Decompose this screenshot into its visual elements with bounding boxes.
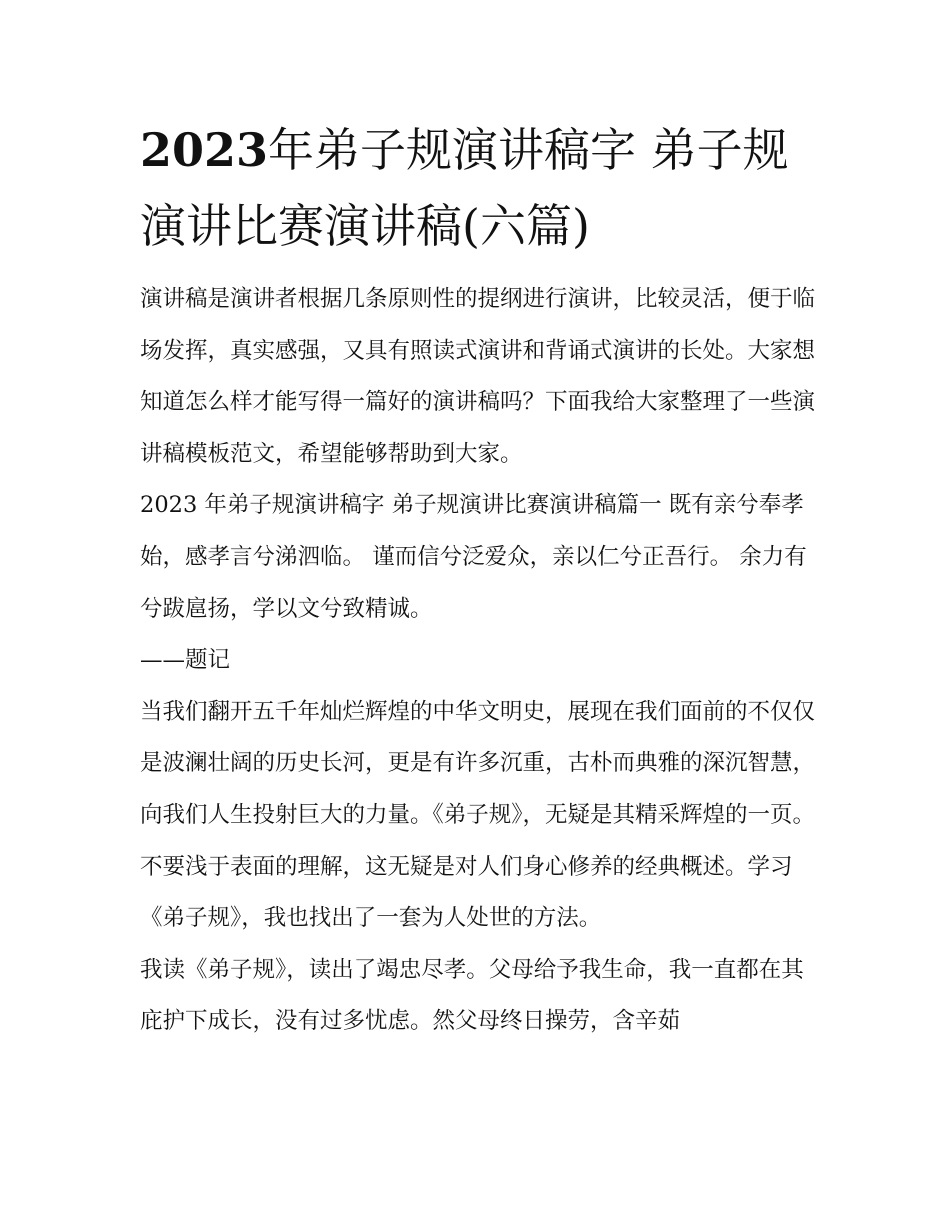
paragraph-body-3: 我读《弟子规》，读出了竭忠尽孝。父母给予我生命，我一直都在其庇护下成长，没有过多忧虑。然父母终日操劳，含辛茹 [140,956,804,1035]
document-title [140,112,820,264]
paragraph-intro: 演讲稿是演讲者根据几条原则性的提纲进行演讲，比较灵活，便于临场发挥，真实感强，又具有照读式演讲和背诵式演讲的长处。大家想知道怎么样才能写得一篇好的演讲稿吗？下面我给大家整理了一些演讲稿模板范文，希望能够帮助到大家。 [140,286,816,467]
paragraph-epigraph: ——题记 [140,647,231,674]
paragraph-body-1: 当我们翻开五千年灿烂辉煌的中华文明史，展现在我们面前的不仅仅是波澜壮阔的历史长河，更是有许多沉重，古朴而典雅的深沉智慧，向我们人生投射巨大的力量。《弟子规》，无疑是其精采辉煌的一页。 [140,698,816,828]
document-page [140,112,820,1048]
document-title-number: 2023 [140,123,269,177]
document-title-text: 年弟子规演讲稿字 弟子规演讲比赛演讲稿(六篇) [140,123,789,253]
paragraph-section-one: 2023 年弟子规演讲稿字 弟子规演讲比赛演讲稿篇一 既有亲兮奉孝始，感孝言兮涕泗临。 谨而信兮泛爱众，亲以仁兮正吾行。 余力有兮跋扈扬，学以文兮致精诚。 [140,492,807,622]
paragraph-body-2: 不要浅于表面的理解，这无疑是对人们身心修养的经典概述。学习《弟子规》，我也找出了一套为人处世的方法。 [140,853,793,932]
